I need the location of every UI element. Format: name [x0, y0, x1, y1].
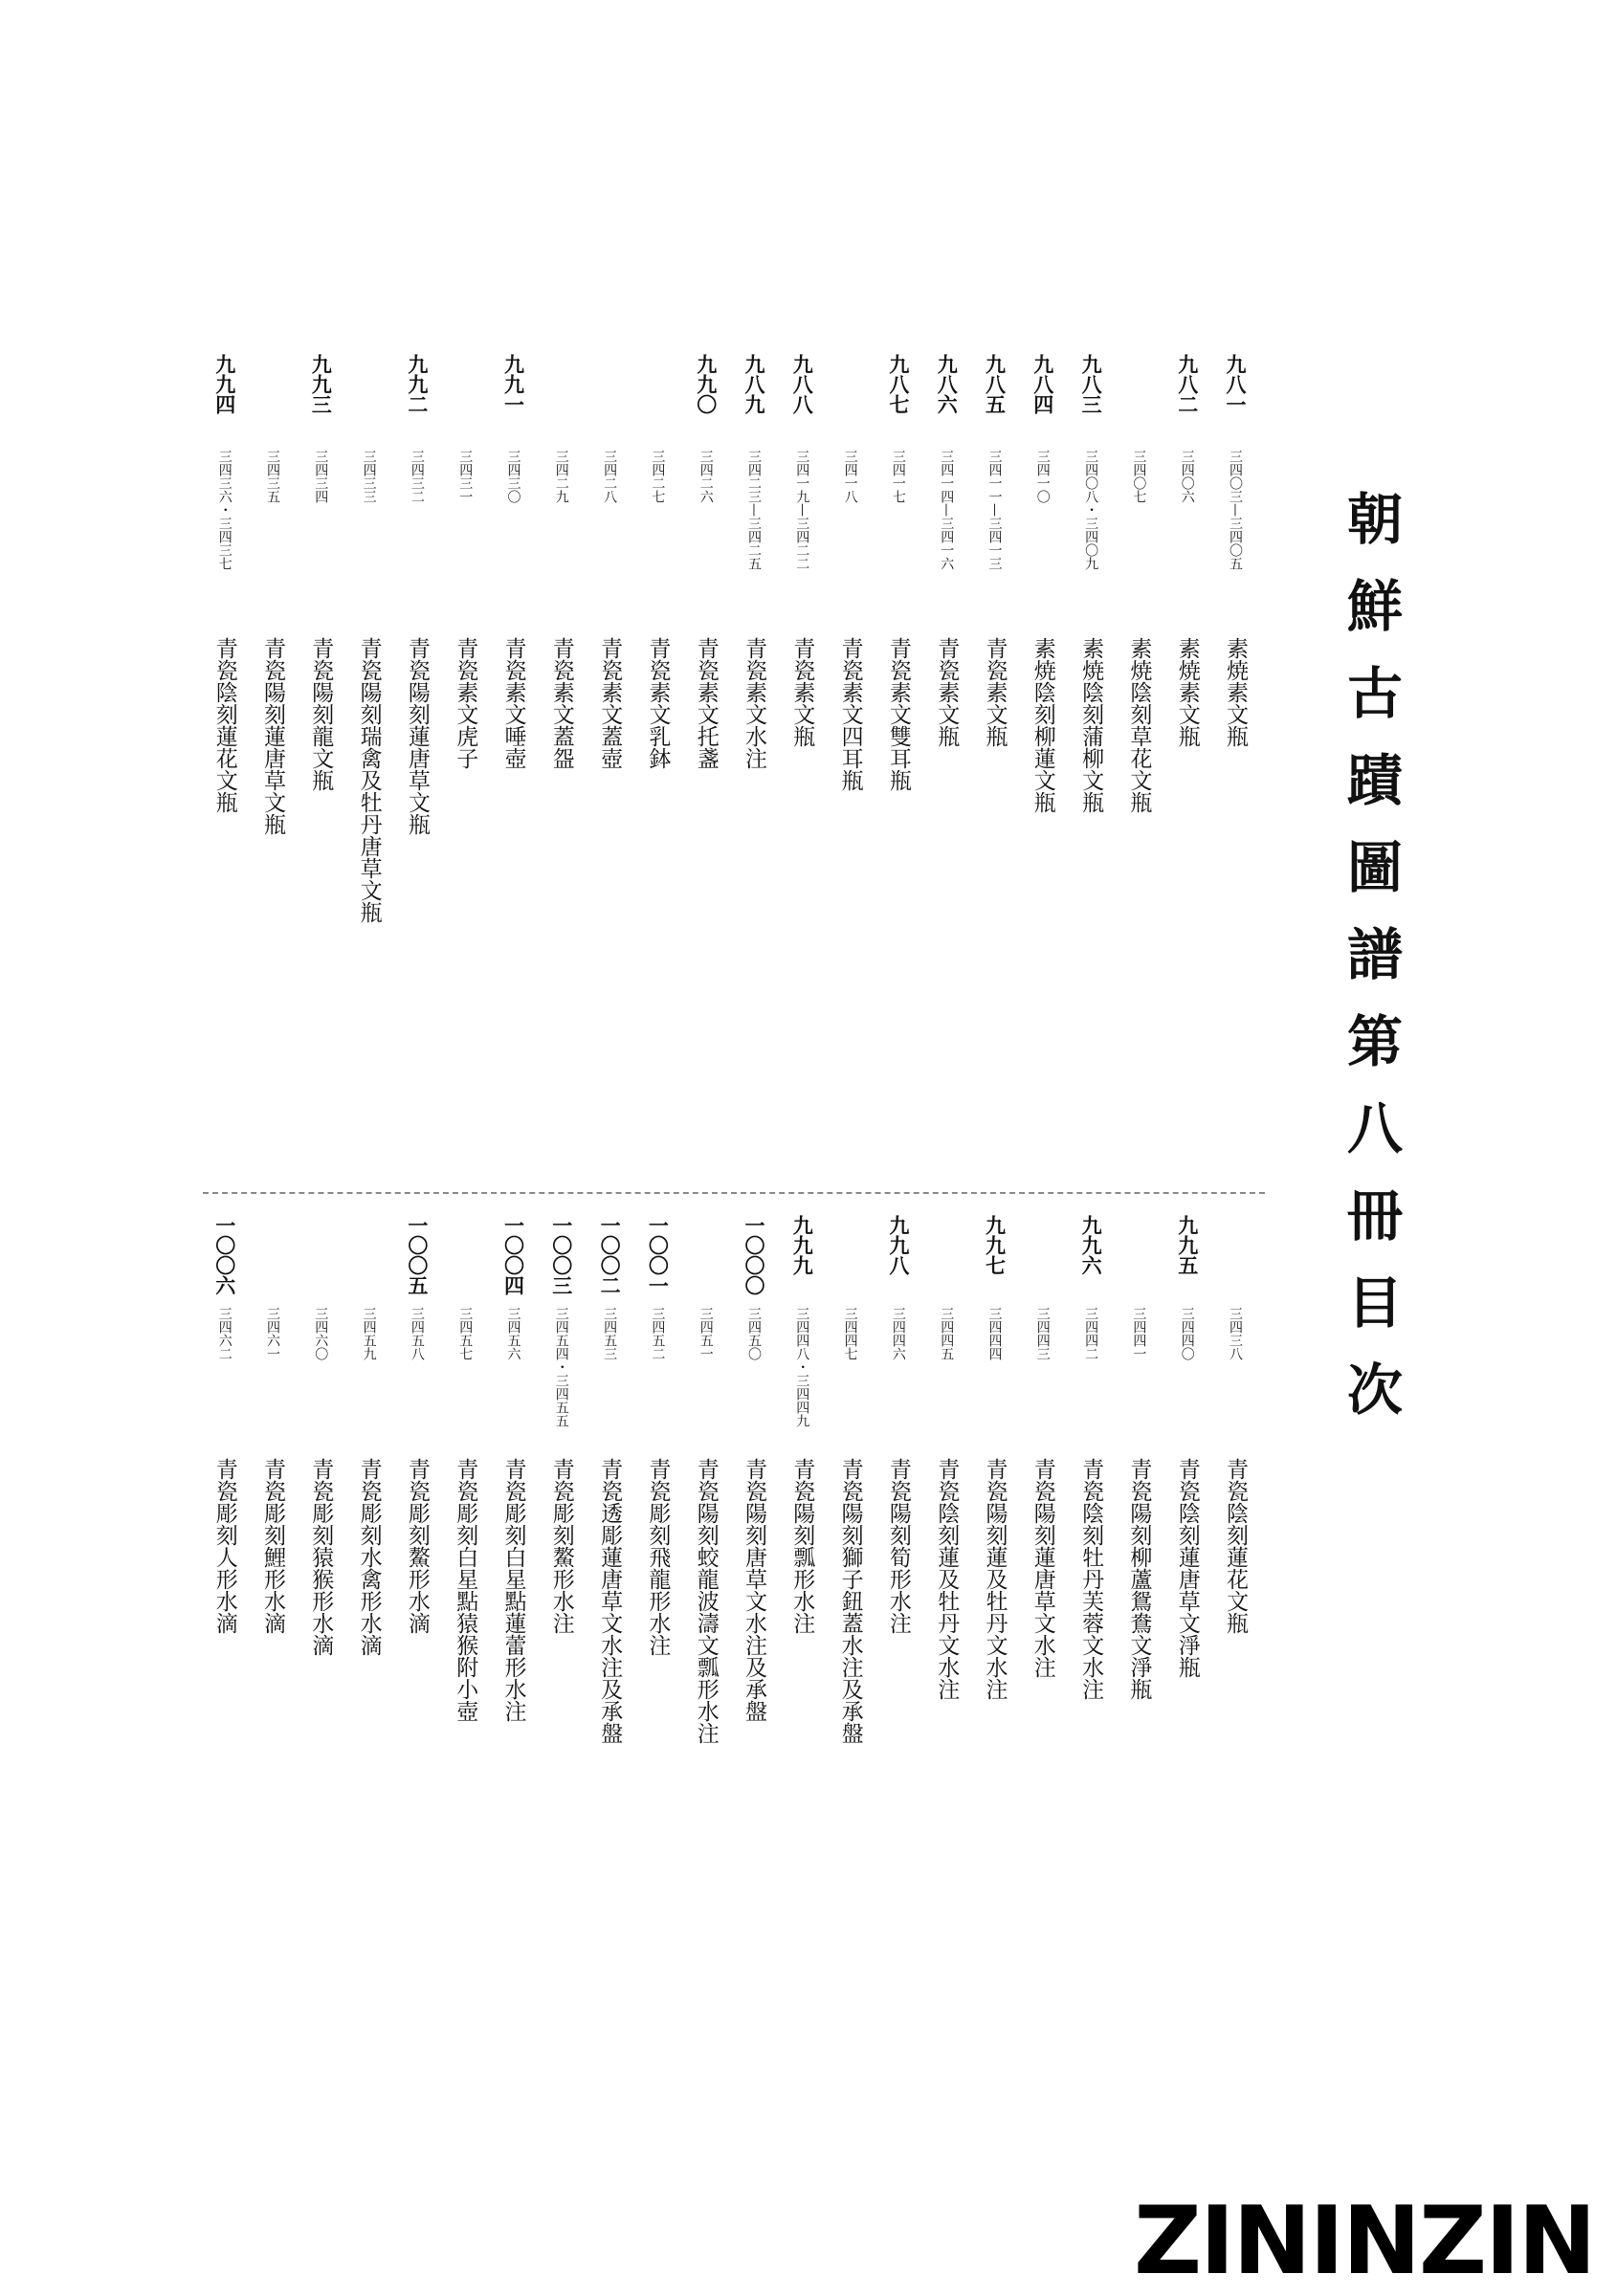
entry-title: 青瓷陰刻蓮花文瓶 [1223, 1458, 1248, 1634]
entry-title: 青瓷陽刻蓮唐草文水注 [1030, 1458, 1055, 1678]
entry-number: 九九四 [212, 354, 236, 414]
entry-number [451, 354, 479, 440]
entry-number: 九八三 [1079, 354, 1103, 414]
entry-pages: 三四三三 [361, 450, 377, 503]
entry-pages: 三四四三 [1034, 1307, 1051, 1360]
entry-pages: 三四三六・三四三七 [216, 450, 233, 570]
entry-title: 青瓷彫刻猿猴形水滴 [308, 1458, 334, 1656]
entry-number: 一〇〇三 [549, 1215, 573, 1295]
entry-number [1124, 354, 1153, 440]
entry-title: 青瓷陽刻筍形水注 [885, 1458, 911, 1634]
entry-pages: 三四三〇 [505, 450, 521, 503]
entry-number: 一〇〇一 [646, 1215, 670, 1295]
entry-pages: 三四一〇 [1034, 450, 1051, 503]
entry-number [595, 354, 624, 440]
entry-title: 青瓷彫刻白星點猿猴附小壺 [453, 1458, 478, 1722]
entry-pages: 三四一一—三四一三 [986, 450, 1003, 570]
entry-pages: 三四〇三—三四〇五 [1228, 450, 1243, 570]
entry-title: 青瓷陰刻蓮花文瓶 [211, 637, 237, 813]
entry-pages: 三四六二 [216, 1307, 233, 1360]
entry-pages: 三四三四 [313, 450, 329, 503]
entry-pages: 三四三二 [409, 450, 425, 503]
entry-pages: 三四五三 [602, 1307, 618, 1360]
entry-title: 青瓷陽刻蓮唐草文瓶 [404, 637, 430, 835]
watermark-logo: ZININZIN [1134, 2187, 1595, 2296]
entry-title: 青瓷陽刻獅子鈕蓋水注及承盤 [837, 1458, 863, 1744]
entry-number: 九九六 [1079, 1215, 1103, 1275]
entry-pages: 三四五八 [409, 1307, 425, 1360]
entry-number: 九九七 [983, 1215, 1007, 1275]
entry-number: 九八二 [1175, 354, 1199, 414]
entry-title: 青瓷陽刻唐草文水注及承盤 [742, 1458, 766, 1722]
entry-number: 一〇〇五 [405, 1215, 429, 1295]
entry-number: 九九一 [501, 354, 525, 414]
entry-number [355, 354, 384, 440]
entry-number [836, 354, 865, 440]
entry-number [355, 1215, 384, 1301]
entry-title: 青瓷彫刻鰲形水滴 [404, 1458, 430, 1634]
entry-number: 一〇〇六 [212, 1215, 236, 1295]
entry-title: 青瓷素文唾壺 [500, 637, 526, 769]
entry-title: 素焼素文瓶 [1223, 637, 1248, 747]
entry-number: 九九九 [790, 1215, 814, 1275]
entry-pages: 三四二七 [650, 450, 666, 503]
entry-number [547, 354, 576, 440]
entry-title: 青瓷陽刻瑞禽及牡丹唐草文瓶 [356, 637, 382, 923]
entry-title: 青瓷素文雙耳瓶 [885, 637, 911, 791]
entry-title: 青瓷素文托盞 [693, 637, 719, 769]
entry-title: 青瓷陽刻蓮及牡丹文水注 [982, 1458, 1008, 1700]
entry-number [643, 354, 672, 440]
entry-title: 青瓷素文虎子 [453, 637, 478, 769]
entry-pages: 三四五七 [457, 1307, 474, 1360]
entry-number [1124, 1215, 1153, 1301]
entry-number: 九八六 [935, 354, 959, 414]
entry-title: 素焼陰刻草花文瓶 [1126, 637, 1152, 813]
entry-number [932, 1215, 961, 1301]
entry-pages: 三四四二 [1083, 1307, 1099, 1360]
entry-number: 九九〇 [694, 354, 718, 414]
entry-title: 青瓷陽刻柳蘆鴛鴦文淨瓶 [1126, 1458, 1152, 1700]
entry-title: 青瓷彫刻白星點蓮蕾形水注 [500, 1458, 526, 1722]
entry-pages: 三四四八・三四四九 [794, 1307, 810, 1427]
entry-title: 素焼素文瓶 [1174, 637, 1200, 747]
entry-number [692, 1215, 720, 1301]
entry-title: 素焼陰刻柳蓮文瓶 [1030, 637, 1055, 813]
entry-pages: 三四〇八・三四〇九 [1083, 450, 1099, 570]
entry-title: 青瓷透彫蓮唐草文水注及承盤 [597, 1458, 623, 1744]
entry-pages: 三四一九—三四二二 [794, 450, 810, 570]
entry-pages: 三四五一 [698, 1307, 714, 1360]
entry-title: 青瓷素文蓋壺 [597, 637, 623, 769]
entry-number: 一〇〇〇 [742, 1215, 765, 1295]
entry-number: 九九三 [309, 354, 333, 414]
entry-number [451, 1215, 479, 1301]
entry-pages: 三四〇六 [1179, 450, 1195, 503]
entry-title: 青瓷彫刻人形水滴 [211, 1458, 237, 1634]
entry-pages: 三四四六 [890, 1307, 906, 1360]
entry-number [258, 1215, 287, 1301]
entry-pages: 三四〇七 [1131, 450, 1147, 503]
entry-pages: 三四五〇 [746, 1307, 762, 1360]
entry-title: 青瓷素文瓶 [934, 637, 960, 747]
entry-title: 青瓷彫刻鰲形水注 [548, 1458, 574, 1634]
entry-title: 素焼陰刻蒲柳文瓶 [1078, 637, 1104, 813]
entry-pages: 三四二八 [602, 450, 618, 503]
entry-pages: 三四二六 [698, 450, 714, 503]
entry-title: 青瓷陽刻蛟龍波濤文瓢形水注 [693, 1458, 719, 1744]
entry-number [306, 1215, 335, 1301]
entry-pages: 三四四四 [986, 1307, 1003, 1360]
entry-pages: 三四二九 [553, 450, 569, 503]
entry-pages: 三四六〇 [313, 1307, 329, 1360]
entry-title: 青瓷陽刻蓮唐草文瓶 [260, 637, 285, 835]
entry-pages: 三四四七 [842, 1307, 858, 1360]
entry-pages: 三四四〇 [1179, 1307, 1195, 1360]
entry-number [258, 354, 287, 440]
entry-title: 青瓷陰刻蓮唐草文淨瓶 [1174, 1458, 1200, 1678]
entry-title: 青瓷陽刻瓢形水注 [789, 1458, 815, 1634]
entry-number: 九八九 [742, 354, 765, 414]
entry-number [1029, 1215, 1057, 1301]
entry-title: 青瓷陰刻牡丹芙蓉文水注 [1078, 1458, 1104, 1700]
entry-title: 青瓷彫刻鯉形水滴 [260, 1458, 285, 1634]
entry-number: 九九二 [405, 354, 429, 414]
entry-number: 一〇〇四 [501, 1215, 525, 1295]
entry-pages: 三四四五 [939, 1307, 955, 1360]
entry-title: 青瓷素文水注 [742, 637, 766, 769]
entry-title: 青瓷彫刻飛龍形水注 [645, 1458, 671, 1656]
entry-title: 青瓷素文四耳瓶 [837, 637, 863, 791]
entry-pages: 三四三五 [265, 450, 280, 503]
entry-number [836, 1215, 865, 1301]
entry-number: 九八八 [790, 354, 814, 414]
entry-pages: 三四五六 [505, 1307, 521, 1360]
entry-number: 一〇〇二 [598, 1215, 622, 1295]
entry-number: 九九八 [886, 1215, 910, 1275]
section-divider [203, 1192, 1265, 1194]
entry-pages: 三四一八 [842, 450, 858, 503]
entry-title: 青瓷素文瓶 [789, 637, 815, 747]
page-title: 朝鮮古蹟圖譜第八冊目次 [1338, 490, 1403, 1447]
entry-pages: 三四三八 [1228, 1307, 1243, 1360]
entry-pages: 三四一七 [890, 450, 906, 503]
entry-title: 青瓷彫刻水禽形水滴 [356, 1458, 382, 1656]
entry-pages: 三四三一 [457, 450, 474, 503]
entry-title: 青瓷陰刻蓮及牡丹文水注 [934, 1458, 960, 1700]
entry-title: 青瓷陽刻龍文瓶 [308, 637, 334, 791]
entry-pages: 三四六一 [265, 1307, 280, 1360]
entry-pages: 三四五四・三四五五 [553, 1307, 569, 1427]
entry-number: 九八七 [886, 354, 910, 414]
entry-pages: 三四五九 [361, 1307, 377, 1360]
entry-title: 青瓷素文蓋盌 [548, 637, 574, 769]
entry-number: 九八四 [1030, 354, 1054, 414]
entry-number: 九八一 [1224, 354, 1247, 414]
entry-pages: 三四四一 [1131, 1307, 1147, 1360]
entry-title: 青瓷素文乳鉢 [645, 637, 671, 769]
entry-number: 九九五 [1175, 1215, 1199, 1275]
entry-pages: 三四一四—三四一六 [939, 450, 955, 570]
entry-pages: 三四五二 [650, 1307, 666, 1360]
entry-number: 九八五 [983, 354, 1007, 414]
entry-number [1221, 1215, 1250, 1301]
entry-title: 青瓷素文瓶 [982, 637, 1008, 747]
entry-pages: 三四二三—三四二五 [746, 450, 762, 570]
